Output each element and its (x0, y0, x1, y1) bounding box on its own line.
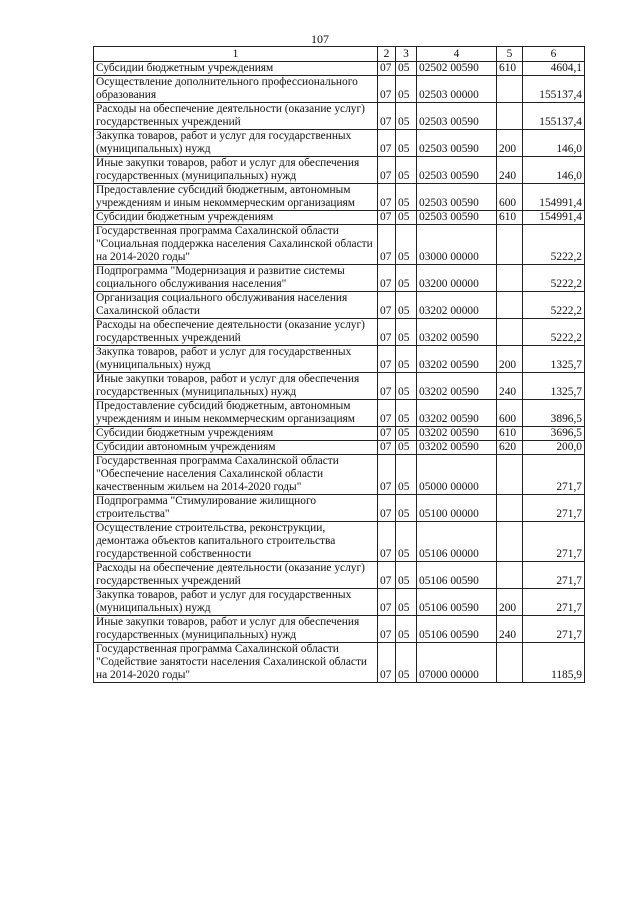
section-code-cell: 07 (378, 495, 396, 522)
row-name-cell: Предоставление субсидий бюджетным, автономным учреждениям и иным некоммерческим организациям (94, 400, 378, 427)
section-code-cell: 07 (378, 346, 396, 373)
row-name-cell: Осуществление дополнительного профессионального образования (94, 76, 378, 103)
row-name-cell: Предоставление субсидий бюджетным, автономным учреждениям и иным некоммерческим организациям (94, 184, 378, 211)
subsection-code-cell: 05 (396, 76, 417, 103)
table-row (94, 441, 585, 455)
amount-cell: 271,7 (523, 562, 585, 589)
target-article-cell: 03202 00590 (417, 427, 497, 441)
row-name-cell: Расходы на обеспечение деятельности (оказание услуг) государственных учреждений (94, 319, 378, 346)
row-name-cell: Иные закупки товаров, работ и услуг для обеспечения государственных (муниципальных) нужд (94, 157, 378, 184)
amount-cell: 1325,7 (523, 373, 585, 400)
target-article-cell: 05000 00000 (417, 455, 497, 495)
target-article-cell: 05106 00590 (417, 562, 497, 589)
expense-type-cell (497, 495, 523, 522)
target-article-cell: 05106 00590 (417, 589, 497, 616)
expense-type-cell: 600 (497, 184, 523, 211)
amount-cell: 271,7 (523, 495, 585, 522)
row-name-cell: Государственная программа Сахалинской области "Обеспечение населения Сахалинской области качественным жильем на 2014-2020 годы" (94, 455, 378, 495)
target-article-cell: 03202 00590 (417, 373, 497, 400)
section-code-cell: 07 (378, 62, 396, 76)
expense-type-cell: 200 (497, 130, 523, 157)
header-cell: 5 (497, 47, 523, 62)
expense-type-cell: 240 (497, 157, 523, 184)
header-cell: 2 (378, 47, 396, 62)
amount-cell: 4604,1 (523, 62, 585, 76)
section-code-cell: 07 (378, 562, 396, 589)
row-name-cell: Закупка товаров, работ и услуг для государственных (муниципальных) нужд (94, 589, 378, 616)
expense-type-cell: 600 (497, 400, 523, 427)
target-article-cell: 07000 00000 (417, 643, 497, 683)
subsection-code-cell: 05 (396, 346, 417, 373)
table-row (94, 427, 585, 441)
section-code-cell: 07 (378, 455, 396, 495)
table-row (94, 589, 585, 616)
amount-cell: 1325,7 (523, 346, 585, 373)
target-article-cell: 03202 00000 (417, 292, 497, 319)
subsection-code-cell: 05 (396, 157, 417, 184)
table-row (94, 130, 585, 157)
subsection-code-cell: 05 (396, 292, 417, 319)
row-name-cell: Закупка товаров, работ и услуг для государственных (муниципальных) нужд (94, 130, 378, 157)
section-code-cell: 07 (378, 265, 396, 292)
amount-cell: 5222,2 (523, 225, 585, 265)
row-name-cell: Государственная программа Сахалинской области "Социальная поддержка населения Сахалинской области на 2014-2020 годы" (94, 225, 378, 265)
subsection-code-cell: 05 (396, 373, 417, 400)
section-code-cell: 07 (378, 589, 396, 616)
row-name-cell: Расходы на обеспечение деятельности (оказание услуг) государственных учреждений (94, 103, 378, 130)
expense-type-cell (497, 522, 523, 562)
table-row (94, 373, 585, 400)
target-article-cell: 02502 00590 (417, 62, 497, 76)
expense-type-cell: 610 (497, 427, 523, 441)
expense-type-cell: 620 (497, 441, 523, 455)
header-row (94, 47, 585, 62)
row-name-cell: Субсидии бюджетным учреждениям (94, 62, 378, 76)
amount-cell: 154991,4 (523, 184, 585, 211)
target-article-cell: 03202 00590 (417, 400, 497, 427)
amount-cell: 5222,2 (523, 292, 585, 319)
expense-type-cell (497, 265, 523, 292)
table-row (94, 522, 585, 562)
subsection-code-cell: 05 (396, 400, 417, 427)
subsection-code-cell: 05 (396, 211, 417, 225)
amount-cell: 5222,2 (523, 319, 585, 346)
target-article-cell: 02503 00590 (417, 157, 497, 184)
subsection-code-cell: 05 (396, 562, 417, 589)
subsection-code-cell: 05 (396, 427, 417, 441)
table-row (94, 265, 585, 292)
target-article-cell: 05100 00000 (417, 495, 497, 522)
section-code-cell: 07 (378, 130, 396, 157)
amount-cell: 154991,4 (523, 211, 585, 225)
row-name-cell: Субсидии бюджетным учреждениям (94, 211, 378, 225)
expense-type-cell: 610 (497, 62, 523, 76)
table-row (94, 346, 585, 373)
subsection-code-cell: 05 (396, 319, 417, 346)
section-code-cell: 07 (378, 184, 396, 211)
subsection-code-cell: 05 (396, 225, 417, 265)
row-name-cell: Расходы на обеспечение деятельности (оказание услуг) государственных учреждений (94, 562, 378, 589)
target-article-cell: 05106 00590 (417, 616, 497, 643)
amount-cell: 1185,9 (523, 643, 585, 683)
section-code-cell: 07 (378, 211, 396, 225)
row-name-cell: Организация социального обслуживания населения Сахалинской области (94, 292, 378, 319)
amount-cell: 146,0 (523, 157, 585, 184)
subsection-code-cell: 05 (396, 62, 417, 76)
expense-type-cell (497, 562, 523, 589)
subsection-code-cell: 05 (396, 103, 417, 130)
subsection-code-cell: 05 (396, 616, 417, 643)
table-row (94, 495, 585, 522)
budget-table (93, 46, 585, 683)
row-name-cell: Осуществление строительства, реконструкции, демонтажа объектов капитального строительства государственной собственности (94, 522, 378, 562)
expense-type-cell: 240 (497, 373, 523, 400)
header-cell: 3 (396, 47, 417, 62)
section-code-cell: 07 (378, 157, 396, 184)
table-row (94, 184, 585, 211)
table-row (94, 616, 585, 643)
amount-cell: 271,7 (523, 589, 585, 616)
amount-cell: 200,0 (523, 441, 585, 455)
target-article-cell: 02503 00590 (417, 211, 497, 225)
table-row (94, 76, 585, 103)
subsection-code-cell: 05 (396, 522, 417, 562)
table-row (94, 455, 585, 495)
section-code-cell: 07 (378, 103, 396, 130)
amount-cell: 3896,5 (523, 400, 585, 427)
expense-type-cell: 610 (497, 211, 523, 225)
row-name-cell: Субсидии бюджетным учреждениям (94, 427, 378, 441)
target-article-cell: 02503 00000 (417, 76, 497, 103)
amount-cell: 155137,4 (523, 76, 585, 103)
table-row (94, 292, 585, 319)
amount-cell: 5222,2 (523, 265, 585, 292)
section-code-cell: 07 (378, 319, 396, 346)
header-cell: 4 (417, 47, 497, 62)
target-article-cell: 02503 00590 (417, 184, 497, 211)
expense-type-cell (497, 319, 523, 346)
amount-cell: 271,7 (523, 455, 585, 495)
target-article-cell: 03000 00000 (417, 225, 497, 265)
table-row (94, 62, 585, 76)
row-name-cell: Субсидии автономным учреждениям (94, 441, 378, 455)
amount-cell: 271,7 (523, 616, 585, 643)
section-code-cell: 07 (378, 441, 396, 455)
row-name-cell: Подпрограмма "Модернизация и развитие системы социального обслуживания населения" (94, 265, 378, 292)
target-article-cell: 02503 00590 (417, 130, 497, 157)
table-row (94, 211, 585, 225)
subsection-code-cell: 05 (396, 455, 417, 495)
row-name-cell: Закупка товаров, работ и услуг для государственных (муниципальных) нужд (94, 346, 378, 373)
table-row (94, 643, 585, 683)
row-name-cell: Иные закупки товаров, работ и услуг для обеспечения государственных (муниципальных) нужд (94, 616, 378, 643)
section-code-cell: 07 (378, 373, 396, 400)
section-code-cell: 07 (378, 76, 396, 103)
amount-cell: 3696,5 (523, 427, 585, 441)
header-cell: 1 (94, 47, 378, 62)
expense-type-cell: 240 (497, 616, 523, 643)
expense-type-cell: 200 (497, 589, 523, 616)
expense-type-cell (497, 292, 523, 319)
target-article-cell: 05106 00000 (417, 522, 497, 562)
row-name-cell: Иные закупки товаров, работ и услуг для обеспечения государственных (муниципальных) нужд (94, 373, 378, 400)
table-row (94, 562, 585, 589)
table-row (94, 225, 585, 265)
amount-cell: 155137,4 (523, 103, 585, 130)
row-name-cell: Подпрограмма "Стимулирование жилищного строительства" (94, 495, 378, 522)
section-code-cell: 07 (378, 643, 396, 683)
subsection-code-cell: 05 (396, 130, 417, 157)
section-code-cell: 07 (378, 522, 396, 562)
subsection-code-cell: 05 (396, 643, 417, 683)
target-article-cell: 03202 00590 (417, 319, 497, 346)
target-article-cell: 03202 00590 (417, 441, 497, 455)
target-article-cell: 03200 00000 (417, 265, 497, 292)
target-article-cell: 03202 00590 (417, 346, 497, 373)
expense-type-cell (497, 643, 523, 683)
expense-type-cell (497, 103, 523, 130)
page-number: 107 (311, 32, 329, 46)
subsection-code-cell: 05 (396, 589, 417, 616)
section-code-cell: 07 (378, 225, 396, 265)
amount-cell: 146,0 (523, 130, 585, 157)
expense-type-cell: 200 (497, 346, 523, 373)
target-article-cell: 02503 00590 (417, 103, 497, 130)
expense-type-cell (497, 455, 523, 495)
table-row (94, 103, 585, 130)
row-name-cell: Государственная программа Сахалинской области "Содействие занятости населения Сахалинской области на 2014-2020 годы" (94, 643, 378, 683)
subsection-code-cell: 05 (396, 265, 417, 292)
table-row (94, 157, 585, 184)
section-code-cell: 07 (378, 400, 396, 427)
section-code-cell: 07 (378, 616, 396, 643)
expense-type-cell (497, 225, 523, 265)
subsection-code-cell: 05 (396, 441, 417, 455)
section-code-cell: 07 (378, 292, 396, 319)
subsection-code-cell: 05 (396, 184, 417, 211)
section-code-cell: 07 (378, 427, 396, 441)
amount-cell: 271,7 (523, 522, 585, 562)
expense-type-cell (497, 76, 523, 103)
header-cell: 6 (523, 47, 585, 62)
table-row (94, 400, 585, 427)
subsection-code-cell: 05 (396, 495, 417, 522)
table-row (94, 319, 585, 346)
